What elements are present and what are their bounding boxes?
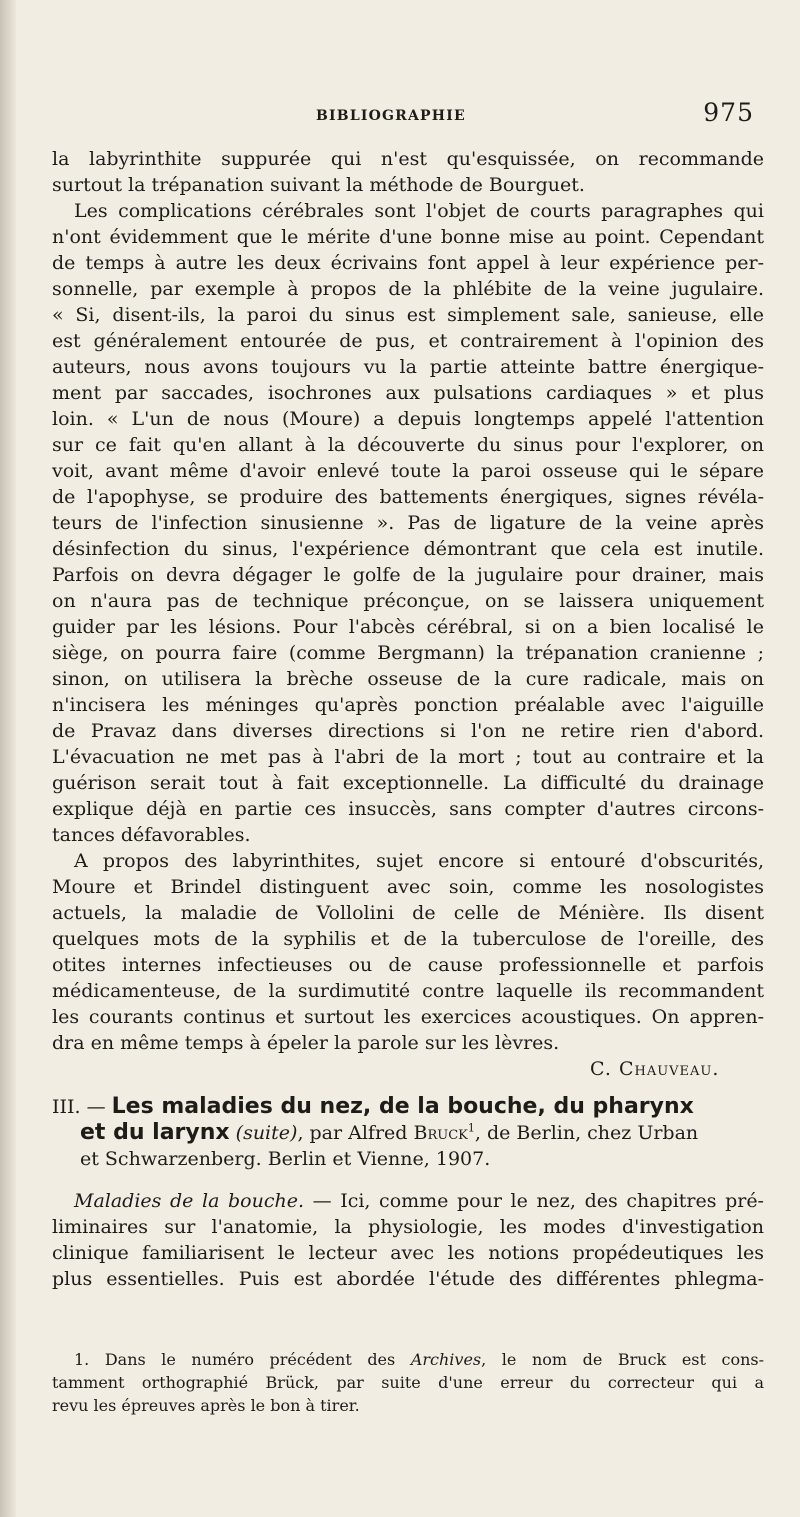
text-line: Les complications cérébrales sont l'objet de courts paragraphes qui: [74, 200, 764, 222]
text-line: voit, avant même d'avoir enlevé toute la paroi osseuse qui le sépare: [52, 460, 764, 482]
text-line: médicamenteuse, de la surdimutité contre laquelle ils recommandent: [52, 980, 764, 1002]
footnote-line: [52, 1348, 764, 1371]
footnote-line: tamment orthographié Brück, par suite d'une erreur du correcteur qui a: [52, 1373, 764, 1392]
text-line: dra en même temps à épeler la parole sur les lèvres.: [52, 1032, 560, 1054]
page-number: 975: [703, 98, 754, 127]
section-title-line: [52, 1094, 764, 1120]
text-line: teurs de l'infection sinusienne ». Pas de ligature de la veine après: [52, 512, 764, 534]
text-line: on n'aura pas de technique préconçue, on se laissera uniquement: [52, 590, 764, 612]
text-line: Moure et Brindel distinguent avec soin, comme les nosologistes: [52, 876, 764, 898]
text-line: loin. « L'un de nous (Moure) a depuis longtemps appelé l'attention: [52, 408, 764, 430]
text-line: ment par saccades, isochrones aux pulsations cardiaques » et plus: [52, 382, 764, 404]
section-publisher: , de Berlin, chez Urban: [474, 1122, 699, 1144]
text-line: guider par les lésions. Pour l'abcès cérébral, si on a bien localisé le: [52, 616, 764, 638]
section-publication-line: et Schwarzenberg. Berlin et Vienne, 1907.: [80, 1148, 491, 1170]
footnote-line: revu les épreuves après le bon à tirer.: [52, 1396, 360, 1415]
text-line: quelques mots de la syphilis et de la tuberculose de l'oreille, des: [52, 928, 764, 950]
text-line: auteurs, nous avons toujours vu la partie atteinte battre énergique-: [52, 356, 764, 378]
section-title-line-2: [52, 1120, 764, 1146]
section-by: , par Alfred: [297, 1122, 408, 1144]
text-line: L'évacuation ne met pas à l'abri de la mort ; tout au contraire et la: [52, 746, 764, 768]
text-line: est généralement entourée de pus, et contrairement à l'opinion des: [52, 330, 764, 352]
text-line: la labyrinthite suppurée qui n'est qu'esquissée, on recommande: [52, 148, 764, 170]
running-title: BIBLIOGRAPHIE: [316, 108, 466, 124]
text-line: n'incisera les méninges qu'après ponction préalable avec l'aiguille: [52, 694, 764, 716]
text-line: tances défavorables.: [52, 824, 251, 846]
text-line: guérison serait tout à fait exceptionnelle. La difficulté du drainage: [52, 772, 764, 794]
page-gutter-shadow: [0, 0, 16, 1517]
text-line: plus essentielles. Puis est abordée l'étude des différentes phlegma-: [52, 1268, 764, 1290]
footnote-journal: Archives: [410, 1350, 482, 1369]
footnote-mark: 1: [467, 1121, 475, 1135]
text-line: clinique familiarisent le lecteur avec les notions propédeutiques les: [52, 1242, 764, 1264]
text-line: « Si, disent-ils, la paroi du sinus est simplement sale, sanieuse, elle: [52, 304, 764, 326]
text-line: désinfection du sinus, l'expérience démontrant que cela est inutile.: [52, 538, 764, 560]
text-line: A propos des labyrinthites, sujet encore si entouré d'obscurités,: [74, 850, 764, 872]
footnote-part1: 1. Dans le numéro précédent des: [74, 1350, 396, 1369]
subsection-heading: Maladies de la bouche.: [74, 1190, 305, 1212]
page-header: [50, 96, 762, 136]
subsection-first-line: — Ici, comme pour le nez, des chapitres pré-: [304, 1190, 764, 1212]
text-line: de temps à autre les deux écrivains font appel à leur expérience per-: [52, 252, 764, 274]
body-text: [52, 146, 764, 1056]
text-line: otites internes infectieuses ou de cause professionnelle et parfois: [52, 954, 764, 976]
text-line: surtout la trépanation suivant la méthode de Bourguet.: [52, 174, 585, 196]
section-author: Bruck: [413, 1122, 468, 1144]
section-number: III. —: [52, 1096, 106, 1118]
section-title-continued: et du larynx: [80, 1120, 230, 1145]
footnote-part2: , le nom de Bruck est cons-: [481, 1350, 765, 1369]
section-title: Les maladies du nez, de la bouche, du pharynx: [111, 1094, 694, 1119]
section-heading: [52, 1094, 764, 1172]
section-suite: (suite): [235, 1122, 298, 1144]
review-signature: C. Chauveau.: [590, 1058, 720, 1080]
text-line: n'ont évidemment que le mérite d'une bonne mise au point. Cependant: [52, 226, 764, 248]
text-line: sinon, on utilisera la brèche osseuse de la cure radicale, mais on: [52, 668, 764, 690]
text-line: actuels, la maladie de Vollolini de celle de Ménière. Ils disent: [52, 902, 764, 924]
text-line: explique déjà en partie ces insuccès, sans compter d'autres circons-: [52, 798, 764, 820]
subsection: [52, 1188, 764, 1292]
text-line: siège, on pourra faire (comme Bergmann) la trépanation cranienne ;: [52, 642, 764, 664]
text-line: [52, 1188, 764, 1214]
text-line: sonnelle, par exemple à propos de la phlébite de la veine jugulaire.: [52, 278, 764, 300]
text-line: de Pravaz dans diverses directions si l'on ne retire rien d'abord.: [52, 720, 764, 742]
text-line: sur ce fait qu'en allant à la découverte du sinus pour l'explorer, on: [52, 434, 764, 456]
text-line: de l'apophyse, se produire des battements énergiques, signes révéla-: [52, 486, 764, 508]
text-line: liminaires sur l'anatomie, la physiologie, les modes d'investigation: [52, 1216, 764, 1238]
footnote: [52, 1348, 764, 1417]
text-line: Parfois on devra dégager le golfe de la jugulaire pour drainer, mais: [52, 564, 764, 586]
text-line: les courants continus et surtout les exercices acoustiques. On appren-: [52, 1006, 764, 1028]
